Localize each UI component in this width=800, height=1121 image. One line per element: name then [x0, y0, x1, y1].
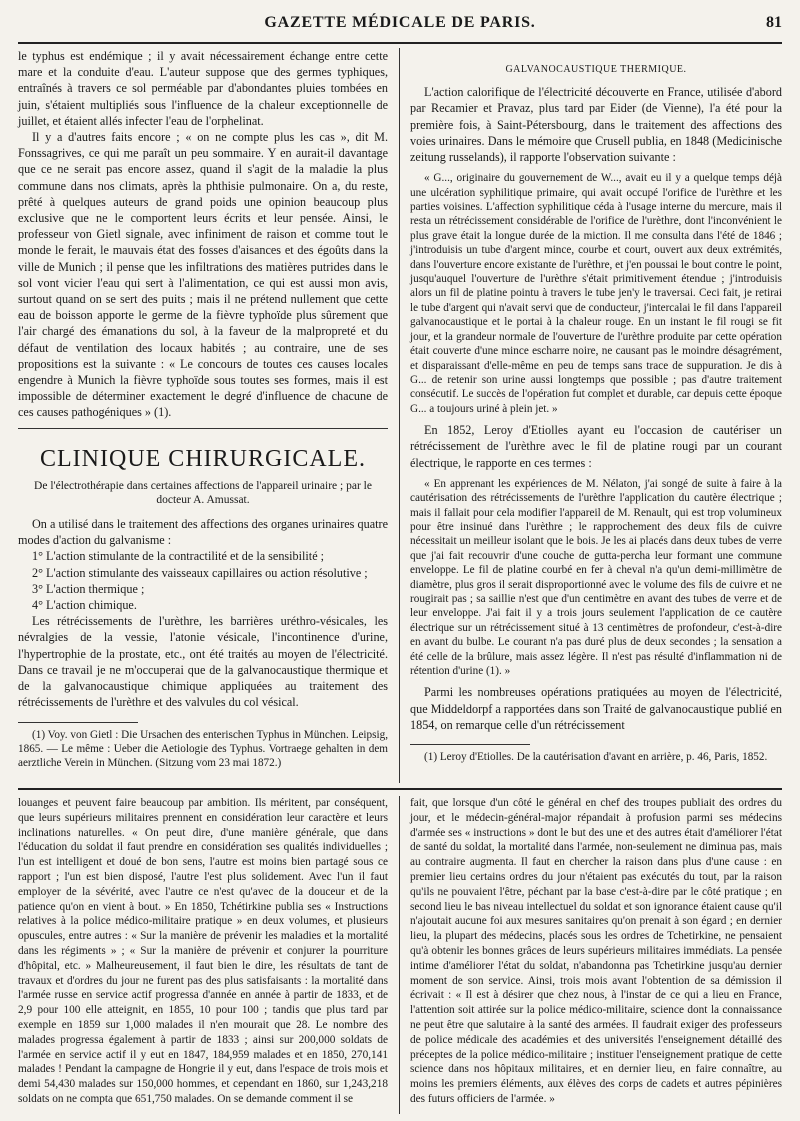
list-item: 1° L'action stimulante de la contractilité et de la sensibilité ; — [32, 549, 325, 564]
left-footnote — [18, 728, 388, 771]
page-header — [18, 12, 782, 38]
bottom-right-column — [410, 796, 782, 1107]
quotation: « En apprenant les expériences de M. Nélaton, j'ai songé de suite à faire à la cautérisation des rétrécissements de l'urèthre l'application du cautère électrique ; mais il fallait pour cela modifier l'appareil de M. Renault, qui est trop volumineux pour être insinué dans l'urèthre ; le rapprochement des deux fils de cuivre nécessitait un meilleur isolant que le bois. Je les ai placés dans deux tubes de verre que j'ai fait recouvrir d'une couche de gutta-percha leur formant une commune enveloppe. Le fil de platine courbé en fer à cheval n'a qu'un demi-millimètre de diamètre, plus gros il serait disproportionné avec le volume des fils de cuivre et ne rougirait pas ; sa saillie n'est que d'un centimètre en avant des tubes de verre et de leur enveloppe. J'ai fait il y a trois jours seulement l'application de ce cautère électrique sur un rétrécissement situé à 13 centimètres de profondeur, c'est-à-dire en avant du bulbe. Le courant n'a pas duré plus de deux secondes ; la sensation a été celle de la brûlure, mais assez légère. Il n'est pas résulté d'inflammation ni de rétention d'urine (1). » — [410, 477, 782, 678]
section-heading: GALVANOCAUSTIQUE THERMIQUE. — [505, 64, 687, 75]
left-column-top — [18, 48, 388, 421]
article-subtitle: De l'électrothérapie dans certaines affections de l'appareil urinaire ; par le docteur A. Amussat. — [34, 480, 372, 506]
column-divider — [399, 796, 400, 1114]
list-item: 3° L'action thermique ; — [32, 581, 145, 596]
section-divider — [18, 428, 388, 429]
footnote-rule — [18, 722, 138, 723]
list-item: 2° L'action stimulante des vaisseaux capillaires ou action résolutive ; — [32, 565, 368, 580]
paragraph: le typhus est endémique ; il y avait nécessairement échange entre cette mare et la conduite d'eau. L'auteur suppose que des germes typhiques, entraînés à travers ce sol perméable par d'abondantes pluies tombées en juin, s'étaient multipliés sous l'influence de la chaleur exceptionnelle de juillet, et étaient allés infecter l'eau de l'orphelinat. — [18, 49, 388, 128]
paragraph: L'action calorifique de l'électricité découverte en France, utilisée d'abord par Recamier et Pravaz, plus tard par Eider (de Vienne), l'a été pour la première fois, à Saint-Pétersbourg, dans le traitement des affections des voies urinaires. Dans le mémoire que Crusell publia, en 1848 (Medicinische zeitung russelands), il rapporte l'observation suivante : — [410, 85, 782, 165]
paragraph: On a utilisé dans le traitement des affections des organes urinaires quatre modes d'action du galvanisme : — [18, 517, 388, 548]
list-item: 4° L'action chimique. — [32, 598, 137, 613]
paragraph: fait, que lorsque d'un côté le général en chef des troupes publiait des ordres du jour, et le médecin-général-major répandait à profusion parmi ses médecins d'armée ses « instructions » dont le but des une et des autres était d'améliorer l'état de santé du soldat, la mortalité dans l'armée, non-seulement ne diminua pas, mais au contraire augmenta. Il faut en chercher la raison dans plus d'une cause : en premier lieu certains ordres du jour n'étaient pas exécutés du tout, par la raison qu'ils ne pouvaient l'être, péchant par la base c'est-à-dire par le côté pratique ; en second lieu le bas niveau intellectuel du soldat et son ignorance étaient cause qu'il n'ajoutait aucune foi aux mesures sanitaires qu'on prenait à son égard ; en dernier lieu, la plupart des médecins, placés sous les ordres de Tchetirkine, ne pensaient qu'à obtenir les bonnes grâces de leurs supérieurs militaires immédiats. La pensée intime d'améliorer l'état du soldat, n'abandonna pas Tchetirkine jusqu'au dernier moment de son service. Ainsi, trois mois avant l'obtention de sa démission il écrivait : « Il est à désirer que chez nous, à l'instar de ce qui a lieu en France, l'attention soit attirée sur la police médico-militaire, science dont la connaissance ne peut être que salutaire à la santé des armées. Il faudrait exiger des professeurs de police médicale des académies et des universités l'enseignement détaillé des préceptes de la police médico-militaire ; instituer l'enseignement pratique de cette science dans nos hôpitaux militaires, et en dernier lieu, en faire connaître, au moins les premiers éléments, aux élèves des corps de cadets et autres pépinières des futurs officiers de l'armée. » — [410, 797, 782, 1105]
footnote-text: (1) Leroy d'Etiolles. De la cautérisation d'avant en arrière, p. 46, Paris, 1852. — [424, 751, 768, 763]
paragraph: Les rétrécissements de l'urèthre, les barrières uréthro-vésicales, les névralgies de la vessie, l'atonie vésicale, l'incontinence d'urine, l'hypertrophie de la prostate, etc., ont été traités au moyen de l'électricité. Dans ce travail je ne m'occuperai que de la galvanocaustique thermique et de la galvanocaustique chimique appliquées au traitement des rétrécissements de l'urèthre et des valvules du col vésical. — [18, 614, 388, 710]
paragraph: Parmi les nombreuses opérations pratiquées au moyen de l'électricité, que Middeldorpf a rapportées dans son Traité de galvanocaustique publié en 1854, on remarque celle d'un rétrécissement — [410, 685, 782, 732]
header-rule — [18, 42, 782, 44]
page-number: 81 — [766, 14, 782, 31]
paragraph: En 1852, Leroy d'Etiolles ayant eu l'occasion de cautériser un rétrécissement de l'urèthre avec le fil de platine rougi par un courant électrique, le rapporte en ces termes : — [410, 423, 782, 470]
section-title: CLINIQUE CHIRURGICALE. — [40, 446, 366, 472]
footnote-text: (1) Voy. von Gietl : Die Ursachen des enterischen Typhus in München. Leipsig, 1865. — Le même : Ueber die Aetiologie des Typhus. Vortraege gehalten in dem aerztliche Verein in München. (Sitzung vom 23 mai 1872.) — [18, 729, 388, 770]
clinique-body — [18, 516, 388, 710]
footnote-rule — [410, 744, 530, 745]
paragraph: Il y a d'autres faits encore ; « on ne compte plus les cas », dit M. Fonssagrives, ce qui me paraît un peu sommaire. Y en aurait-il davantage que ce ne serait pas encore assez, quand il s'agit de la maladie la plus commune dans nos climats, après la phthisie pulmonaire. On a, du reste, prêté à quelques auteurs de grand poids une opinion beaucoup plus exclusive que ne le comportent leurs écrits et leur pensée. Ainsi, le professeur von Gietl signale, avec infiniment de raison et comme tout le monde le ferait, le mauvais état des fosses d'aisances et des égoûts dans la ville de Munich ; il pense que les infiltrations des matières putrides dans le sol vont vicier l'eau qui sert à l'alimentation, ce qui est aussi mon avis, surtout quand on se sert des puits ; mais il ne prétend nullement que cette eau de boisson apporte le germe de la fièvre typhoïde plus sûrement que l'air chargé des émanations du sol, à la faveur de la malpropreté et du défaut de ventilation des locaux habités ; au contraire, une de ses propositions est la suivante : « Le concours de toutes ces causes locales engendre à Munich la fièvre typhoïde sous toutes ses formes, mais il est impossible de déterminer exactement le degré d'influence de chacune de ces causes pathogéniques » (1). — [18, 130, 388, 420]
quotation: « G..., originaire du gouvernement de W..., avait eu il y a quelque temps déjà une ulcération syphilitique primaire, qui avait occupé l'orifice de l'urèthre et les parties voisines. L'affection syphilitique céda à l'usage interne du mercure, mais il resta un rétrécissement considérable de l'orifice de l'urèthre, dont l'inconvénient le plus grave était la longue durée de la miction. Il me consulta dans l'été de 1846 ; j'introduisis un tube d'argent mince, courbe et court, ouvert aux deux extrémités, dans l'ouverture encore existante de l'urèthre, et j'en poussai le bout contre le point, jusqu'auquel l'ouverture de l'urèthre s'était primitivement étendue ; j'introduisis alors un fil de platine pointu à travers le tube jen'y le traversai. Ceci fait, je retirai le tube d'argent qui n'avait servi que de conducteur, j'intercalai le fil dans l'appareil galvanocaustique et le portai à la chaleur rouge. En un instant le fil rougi se fit jour, et la grandeur normale de l'ouverture de l'urèthre produite par cette opération était couverte d'une mince escharre noire, ne causant pas le moindre désagrément, et disparaissant d'elle-même en peu de temps sans trace de suppuration. Je dis à G... de retenir son urine aussi longtemps que possible ; pas d'autre traitement consécutif. Le succès de l'opération fut complet et durable, car depuis cette époque G... a toujours uriné à plein jet. » — [410, 172, 782, 415]
journal-title: GAZETTE MÉDICALE DE PARIS. — [264, 14, 536, 31]
paragraph: louanges et peuvent faire beaucoup par ambition. Ils méritent, par conséquent, que leurs supérieurs militaires prennent en considération leur caractère et leurs inclinations naturelles. « On peut dire, d'une manière générale, que dans l'éducation du soldat il faut prendre en considération ses qualités individuelles ; l'un est intelligent et doué de bon sens, l'autre est moins bien partagé sous ce rapport ; l'un est bien disposé, l'autre l'est plus solidement. Avec l'un il faut employer de la sévérité, avec l'autre ce n'est qu'avec de la douceur et de la patience qu'on en vient à bout. » En 1850, Tchétirkine publia ses « Instructions relatives à la police médico-militaire pratique » en deux volumes, et plusieurs opuscules, entre autres : « Sur la manière de prévenir les maladies et la mortalité dans les régiments » ; « Sur la manière de prévenir et conjurer la pourriture d'hôpital, etc. » Malheureusement, il faut bien le dire, les résultats de tant de travaux et d'ordres du jour ne furent pas des plus satisfaisants : la mortalité dans l'armée russe en service actif progressa d'année en année à partir de 1833, et de 2,9 pour 100 elle atteignit, en 1855, 10 pour 100 ; tandis que plus tard par exemple en 1859 sur 1,000 malades il n'en mourait que 28. Le nombre des malades progressa également à partir de 1833 ; ainsi sur 200,000 soldats de l'armée en service actif il y eut en 1847, 184,959 malades et en 1850, 270,141 malades ! Pendant la campagne de Hongrie il y eut, dans l'espace de trois mois et demi 54,430 malades sur 150,000 hommes, et cependant en 1860, sur 1,243,218 soldats on ne compta que 651,750 malades. On se demande comment il se — [18, 797, 388, 1105]
column-divider — [399, 48, 400, 783]
right-footnote — [410, 750, 782, 764]
right-column-top — [410, 48, 782, 733]
section-separator — [18, 788, 782, 790]
bottom-left-column — [18, 796, 388, 1107]
clinique-section — [18, 430, 388, 507]
